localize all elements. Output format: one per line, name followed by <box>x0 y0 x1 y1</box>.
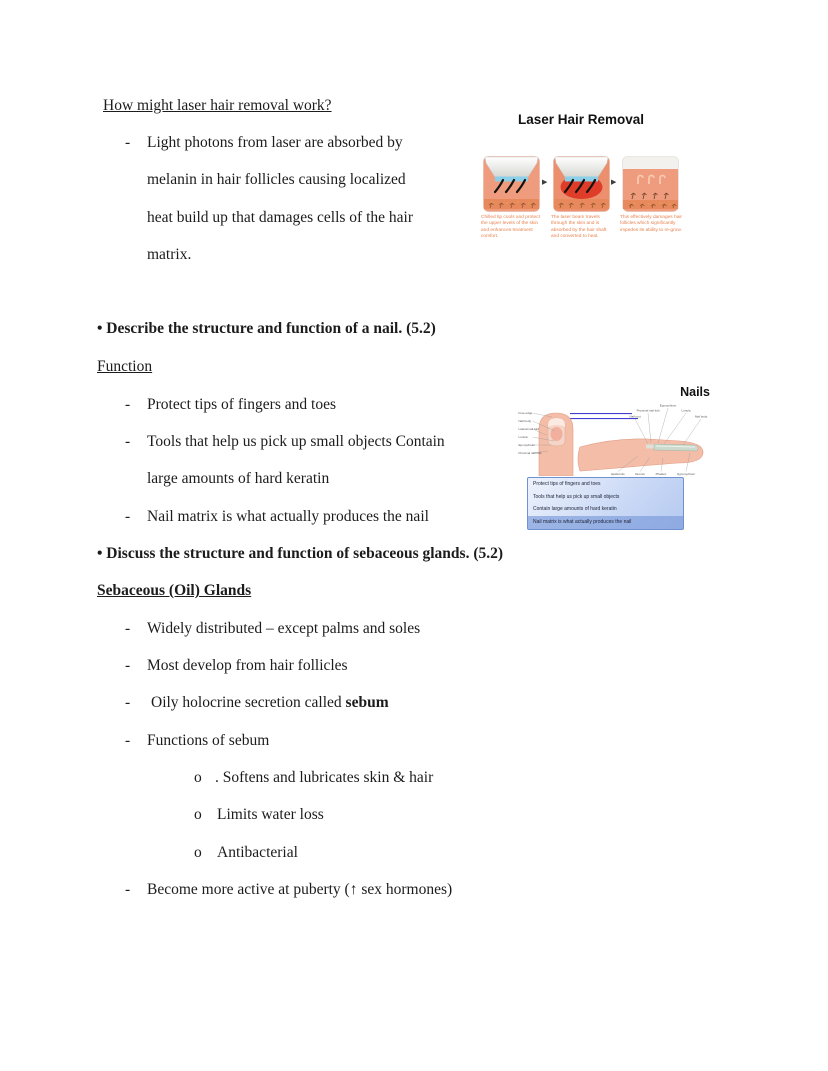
nail-label: Hyponychium <box>676 472 696 476</box>
section-heading-laser: How might laser hair removal work? <box>103 97 332 114</box>
nail-label: Free edge <box>518 411 533 415</box>
fingertip-diagram <box>519 411 574 476</box>
nail-function-callout-box <box>527 477 684 530</box>
nail-label: Epidermis <box>611 472 625 476</box>
callout-line: Tools that help us pick up small objects <box>533 493 620 500</box>
body-line: Antibacterial <box>217 844 298 861</box>
bullet-circle: o <box>194 769 202 786</box>
nail-label: Lunula <box>681 408 691 413</box>
nails-figure-title: Nails <box>680 385 710 399</box>
nail-label: Eponychium <box>518 443 536 447</box>
bold-term-sebum: sebum <box>345 694 389 711</box>
bullet-dash: - <box>125 881 131 898</box>
laser-panel-result-illustration <box>622 156 679 212</box>
nail-label: Dermis <box>635 472 645 476</box>
body-line: Most develop from hair follicles <box>147 657 348 674</box>
callout-line: Protect tips of fingers and toes <box>533 481 601 487</box>
bullet-dash: - <box>125 508 131 525</box>
body-line: melanin in hair follicles causing localized <box>147 171 406 188</box>
bullet-circle: o <box>194 844 202 861</box>
nail-label: Nail body <box>518 419 532 423</box>
section-heading-nail: • Describe the structure and function of a nail. (5.2) <box>97 320 436 337</box>
bullet-dash: - <box>125 396 131 413</box>
bullet-dash: - <box>125 657 131 674</box>
bullet-dash: - <box>125 134 131 151</box>
body-line: . Softens and lubricates skin & hair <box>215 769 434 786</box>
callout-line: Contain large amounts of hard keratin <box>533 506 617 513</box>
nail-anatomy-diagram <box>518 401 713 476</box>
body-line: matrix. <box>147 246 192 263</box>
subheading-sebaceous-glands: Sebaceous (Oil) Glands <box>97 582 252 599</box>
bullet-dash: - <box>125 694 131 711</box>
nails-figure <box>518 383 720 535</box>
body-line: large amounts of hard keratin <box>147 470 330 487</box>
arrow-icon: ▶ <box>611 178 617 186</box>
bullet-dash: - <box>125 433 131 450</box>
nail-label: Nail body <box>694 414 708 419</box>
nail-label: Proximal nail fold <box>636 408 660 413</box>
body-line <box>151 692 389 714</box>
bullet-dash: - <box>125 620 131 637</box>
body-line: Become more active at puberty (↑ sex hormones) <box>147 881 453 898</box>
laser-panel-cooling-illustration <box>483 156 540 212</box>
nail-label: Lunula <box>518 435 528 439</box>
laser-caption-3: This effectively damages hair follicles which significantly impedes its ability to re-grow. <box>620 215 683 233</box>
bullet-dash: - <box>125 732 131 749</box>
laser-panel-heating-illustration <box>553 156 610 212</box>
hyperlink-text[interactable] <box>570 413 641 419</box>
body-line: Tools that help us pick up small objects Contain <box>147 433 445 450</box>
arrow-icon: ▶ <box>542 178 548 186</box>
section-heading-sebaceous: • Discuss the structure and function of sebaceous glands. (5.2) <box>97 545 504 562</box>
nail-side-view-diagram <box>578 404 708 477</box>
nail-label: Nail root <box>629 414 641 419</box>
body-line-text: Oily holocrine secretion called <box>151 694 346 711</box>
body-line: Light photons from laser are absorbed by <box>147 134 403 151</box>
body-line: Widely distributed – except palms and soles <box>147 620 421 637</box>
nail-label: Phalanx <box>655 472 667 476</box>
laser-figure-title: Laser Hair Removal <box>517 112 645 127</box>
subheading-function: Function <box>97 358 153 375</box>
nail-label: Proximal nail fold <box>518 451 542 455</box>
nail-label: Lateral nail fold <box>518 427 539 431</box>
laser-caption-1: Chilled tip cools and protect the upper levels of the skin and enhances treatment comfort. <box>481 215 540 240</box>
callout-line: Nail matrix is what actually produces the nail <box>528 516 683 529</box>
body-line: heat build up that damages cells of the hair <box>147 209 413 226</box>
body-line: Functions of sebum <box>147 732 270 749</box>
laser-caption-2: The laser beam travels through the skin and is absorbed by the hair shaft and converted to heat. <box>551 215 607 240</box>
body-line: Nail matrix is what actually produces the nail <box>147 508 429 525</box>
body-line: Limits water loss <box>217 806 324 823</box>
nail-label: Eponychium <box>659 403 677 408</box>
bullet-circle: o <box>194 806 202 823</box>
body-line: Protect tips of fingers and toes <box>147 396 336 413</box>
laser-hair-removal-figure <box>470 110 692 250</box>
